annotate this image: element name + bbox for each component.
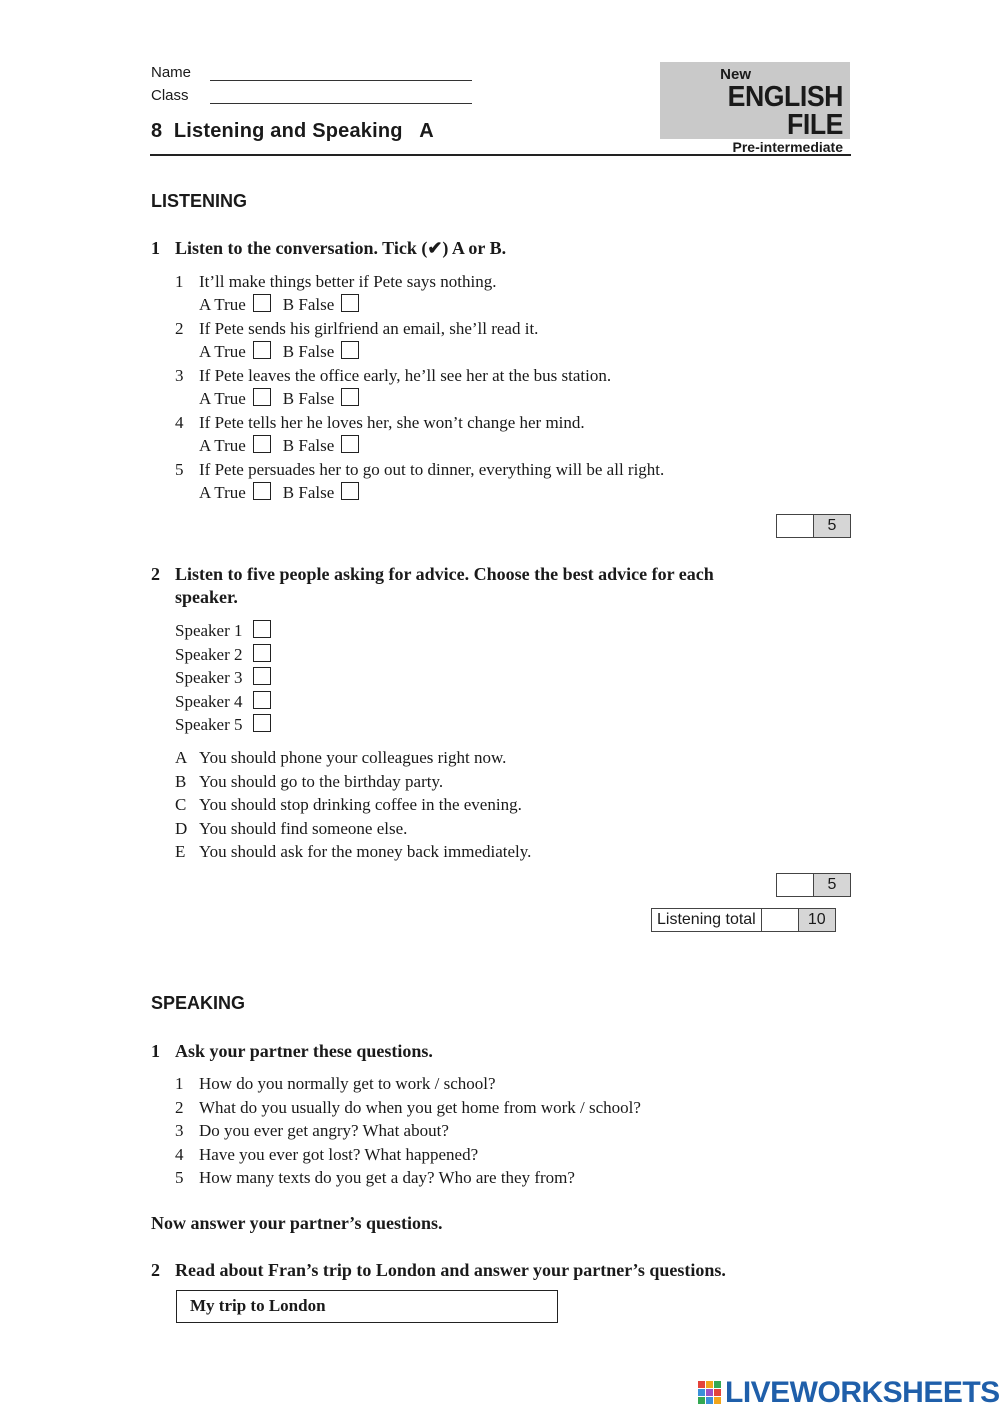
item-text: How many texts do you get a day? Who are they from? xyxy=(199,1168,575,1187)
listening-q1-score xyxy=(776,514,851,538)
option-letter: B xyxy=(175,771,187,791)
item-text: If Pete sends his girlfriend an email, she’ll read it. xyxy=(199,319,539,338)
option-b-label: B False xyxy=(282,483,335,502)
name-field[interactable] xyxy=(210,80,472,81)
speaking-question xyxy=(175,1119,641,1143)
advice-option xyxy=(175,817,531,841)
speaking-question xyxy=(175,1143,641,1167)
score-max: 5 xyxy=(814,874,850,896)
listening-total xyxy=(651,908,836,932)
question-text: Listen to five people asking for advice. Choose the best advice for each xyxy=(175,564,714,584)
speaker-label: Speaker 4 xyxy=(175,691,243,711)
option-a-checkbox[interactable] xyxy=(253,388,271,406)
listening-q2-score xyxy=(776,873,851,897)
liveworksheets-logo xyxy=(697,1376,1000,1410)
speaker-row xyxy=(175,619,271,643)
class-field[interactable] xyxy=(210,103,472,104)
item-number: 5 xyxy=(175,460,184,479)
class-label: Class xyxy=(151,87,189,104)
item-text: If Pete persuades her to go out to dinner, everything will be all right. xyxy=(199,460,665,479)
advice-option xyxy=(175,770,531,794)
tf-options xyxy=(175,387,835,410)
speaking-question xyxy=(175,1166,641,1190)
speaker-label: Speaker 1 xyxy=(175,621,243,640)
total-input[interactable] xyxy=(762,909,799,931)
listening-q2-prompt xyxy=(151,563,851,609)
speaker-label: Speaker 5 xyxy=(175,715,243,734)
option-b-checkbox[interactable] xyxy=(341,294,359,312)
advice-option xyxy=(175,793,531,817)
tf-statement xyxy=(175,364,835,387)
option-text: You should go to the birthday party. xyxy=(199,771,444,791)
tf-item xyxy=(175,411,835,457)
advice-option xyxy=(175,746,531,770)
speaking-heading: SPEAKING xyxy=(151,993,246,1013)
option-a-checkbox[interactable] xyxy=(253,435,271,453)
item-text: Have you ever got lost? What happened? xyxy=(199,1144,479,1164)
item-number: 5 xyxy=(175,1168,184,1187)
speaker-list xyxy=(175,619,271,737)
item-text: It’ll make things better if Pete says nothing. xyxy=(199,272,497,291)
option-b-checkbox[interactable] xyxy=(341,482,359,500)
score-max: 5 xyxy=(814,515,850,537)
score-input[interactable] xyxy=(777,515,814,537)
option-text: You should stop drinking coffee in the evening. xyxy=(199,795,522,814)
speaker-label: Speaker 2 xyxy=(175,644,243,664)
name-label: Name xyxy=(151,64,192,81)
tf-options xyxy=(175,481,835,504)
option-b-label: B False xyxy=(282,295,335,314)
tf-statement xyxy=(175,270,835,293)
item-number: 2 xyxy=(175,1097,184,1117)
question-number: 2 xyxy=(151,1260,160,1280)
option-b-checkbox[interactable] xyxy=(341,341,359,359)
option-a-label: A True xyxy=(199,389,246,408)
tf-options xyxy=(175,434,835,457)
logo-english-file: ENGLISH FILE xyxy=(727,81,843,141)
tf-item xyxy=(175,364,835,410)
speaker-row xyxy=(175,666,271,690)
logo-new: New xyxy=(720,66,751,83)
item-text: If Pete leaves the office early, he’ll see her at the bus station. xyxy=(199,366,612,385)
item-text: How do you normally get to work / school? xyxy=(199,1074,496,1093)
answer-prompt: Now answer your partner’s questions. xyxy=(151,1213,443,1233)
speaker-label: Speaker 3 xyxy=(175,668,243,687)
header-divider xyxy=(150,154,851,156)
item-text: Do you ever get angry? What about? xyxy=(199,1121,449,1140)
listening-total-label: Listening total xyxy=(652,909,762,931)
tf-item xyxy=(175,270,835,316)
option-a-label: A True xyxy=(199,342,246,361)
advice-option xyxy=(175,840,531,864)
speaking-q1-prompt xyxy=(151,1040,433,1063)
speaker-answer-box[interactable] xyxy=(253,620,271,638)
option-letter: E xyxy=(175,842,186,861)
tf-statement xyxy=(175,317,835,340)
listening-heading: LISTENING xyxy=(151,191,248,211)
option-letter: C xyxy=(175,795,187,814)
option-text: You should find someone else. xyxy=(199,818,408,838)
tf-statement xyxy=(175,411,835,434)
option-a-checkbox[interactable] xyxy=(253,341,271,359)
option-a-checkbox[interactable] xyxy=(253,294,271,312)
speaking-question xyxy=(175,1096,641,1120)
advice-options xyxy=(175,746,531,864)
speaker-row xyxy=(175,643,271,667)
speaking-q1-items xyxy=(175,1072,641,1190)
speaker-answer-box[interactable] xyxy=(253,691,271,709)
item-number: 4 xyxy=(175,1144,184,1164)
option-text: You should ask for the money back immediately. xyxy=(199,842,532,861)
question-text: Listen to the conversation. Tick (✔) A or B. xyxy=(175,238,507,258)
option-b-checkbox[interactable] xyxy=(341,435,359,453)
option-a-label: A True xyxy=(199,436,246,455)
question-number: 2 xyxy=(151,564,160,584)
page-title: 8 Listening and Speaking A xyxy=(151,120,434,142)
option-b-checkbox[interactable] xyxy=(341,388,359,406)
trip-box-title: My trip to London xyxy=(190,1296,326,1315)
tf-item xyxy=(175,458,835,504)
option-b-label: B False xyxy=(282,389,335,408)
english-file-logo xyxy=(660,62,850,155)
item-number: 2 xyxy=(175,319,184,338)
option-a-label: A True xyxy=(199,295,246,314)
question-number: 1 xyxy=(151,238,160,258)
item-number: 1 xyxy=(175,272,184,291)
score-input[interactable] xyxy=(777,874,814,896)
question-text: Ask your partner these questions. xyxy=(175,1041,433,1061)
speaking-question xyxy=(175,1072,641,1096)
tf-options xyxy=(175,340,835,363)
liveworksheets-icon xyxy=(697,1379,723,1407)
option-b-label: B False xyxy=(282,436,335,455)
speaker-row xyxy=(175,690,271,714)
item-number: 1 xyxy=(175,1074,184,1093)
speaker-answer-box[interactable] xyxy=(253,667,271,685)
item-text: What do you usually do when you get home from work / school? xyxy=(199,1097,641,1117)
item-number: 4 xyxy=(175,413,184,432)
logo-level: Pre-intermediate xyxy=(732,139,843,155)
question-number: 1 xyxy=(151,1041,160,1061)
option-letter: D xyxy=(175,818,188,838)
option-b-label: B False xyxy=(282,342,335,361)
tf-options xyxy=(175,293,835,316)
question-text: Read about Fran’s trip to London and answer your partner’s questions. xyxy=(175,1260,726,1280)
listening-q1-items xyxy=(175,270,835,505)
trip-box xyxy=(176,1290,558,1323)
tf-item xyxy=(175,317,835,363)
tf-statement xyxy=(175,458,835,481)
total-max: 10 xyxy=(799,909,835,931)
question-text-cont: speaker. xyxy=(175,587,238,607)
option-letter: A xyxy=(175,748,188,767)
item-number: 3 xyxy=(175,1121,184,1140)
option-text: You should phone your colleagues right now. xyxy=(199,748,507,767)
liveworksheets-text: LIVEWORKSHEETS xyxy=(725,1376,1000,1409)
option-a-label: A True xyxy=(199,483,246,502)
speaking-q2-prompt xyxy=(151,1259,726,1282)
option-a-checkbox[interactable] xyxy=(253,482,271,500)
item-text: If Pete tells her he loves her, she won’t change her mind. xyxy=(199,413,585,432)
speaker-answer-box[interactable] xyxy=(253,714,271,732)
item-number: 3 xyxy=(175,366,184,385)
listening-q1-prompt xyxy=(151,237,506,260)
speaker-answer-box[interactable] xyxy=(253,644,271,662)
speaker-row xyxy=(175,713,271,737)
